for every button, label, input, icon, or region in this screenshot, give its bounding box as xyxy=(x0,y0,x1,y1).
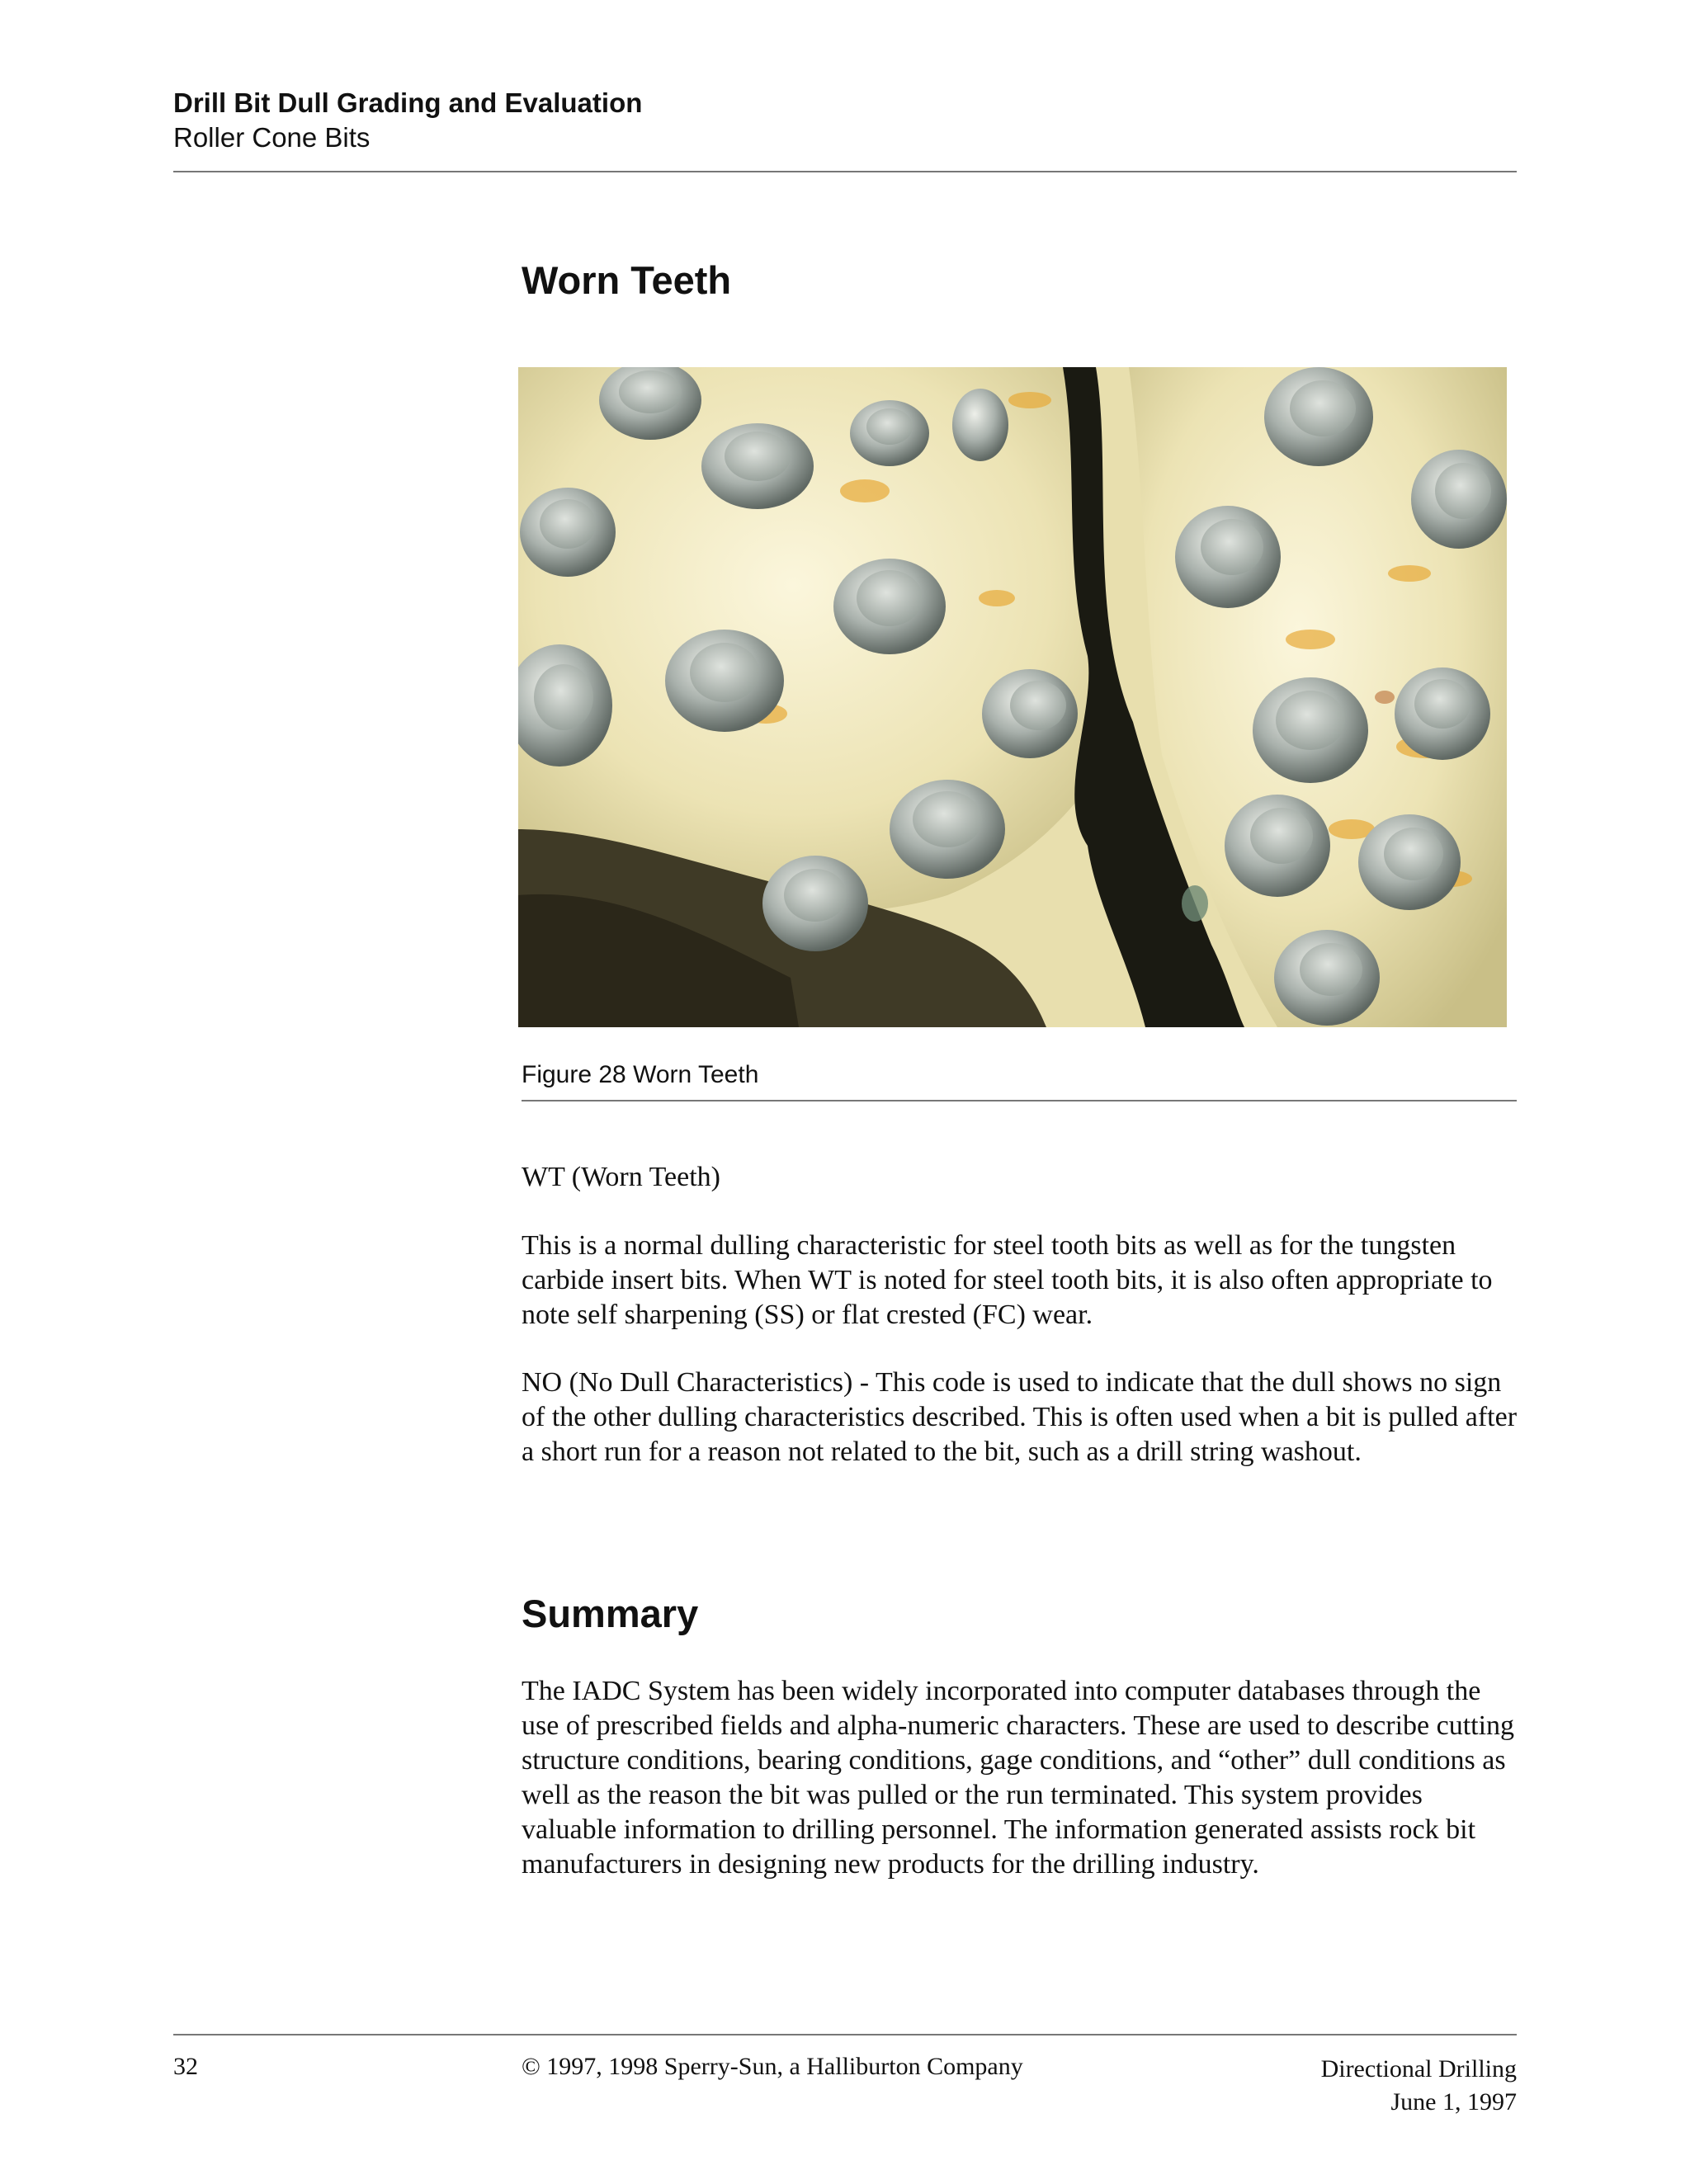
footer-divider xyxy=(173,2034,1517,2035)
section-heading-summary: Summary xyxy=(522,1592,699,1635)
paragraph-no-dull: NO (No Dull Characteristics) - This code is used to indicate that the dull shows no sign of the other dulling characteristics described. This is often used when a bit is pulled after a short run for a reason not related to the bit, such as a drill string washout. xyxy=(522,1367,1518,1467)
section-heading-worn-teeth: Worn Teeth xyxy=(522,258,732,302)
footer-document-info xyxy=(1321,2053,1517,2119)
caption-divider xyxy=(522,1100,1517,1101)
page-number: 32 xyxy=(173,2053,198,2080)
footer-copyright: © 1997, 1998 Sperry-Sun, a Halliburton Company xyxy=(522,2053,1023,2080)
footer-date: June 1, 1997 xyxy=(1390,2088,1517,2116)
paragraph-wt-description: This is a normal dulling characteristic for steel tooth bits as well as for the tungsten carbide insert bits. When WT is noted for steel tooth bits, it is also often appropriate to note self sharpening (SS) or flat crested (FC) wear. xyxy=(522,1230,1493,1330)
header-divider xyxy=(173,171,1517,172)
paragraph-summary: The IADC System has been widely incorporated into computer databases through the use of prescribed fields and alpha-numeric characters. These are used to describe cutting structure conditions, bearing conditions, gage conditions, and “other” dull conditions as well as the reason the bit was pulled or the run terminated. This system provides valuable information to drilling personnel. The information generated assists rock bit manufacturers in designing new products for the drilling industry. xyxy=(522,1676,1515,1880)
running-header-title: Drill Bit Dull Grading and Evaluation xyxy=(173,87,643,118)
footer-doc-title: Directional Drilling xyxy=(1320,2055,1517,2083)
paragraph-wt-label: WT (Worn Teeth) xyxy=(522,1162,720,1192)
worn-teeth-photo xyxy=(518,367,1507,1027)
running-header-subtitle: Roller Cone Bits xyxy=(173,122,371,153)
figure-caption: Figure 28 Worn Teeth xyxy=(522,1061,759,1088)
